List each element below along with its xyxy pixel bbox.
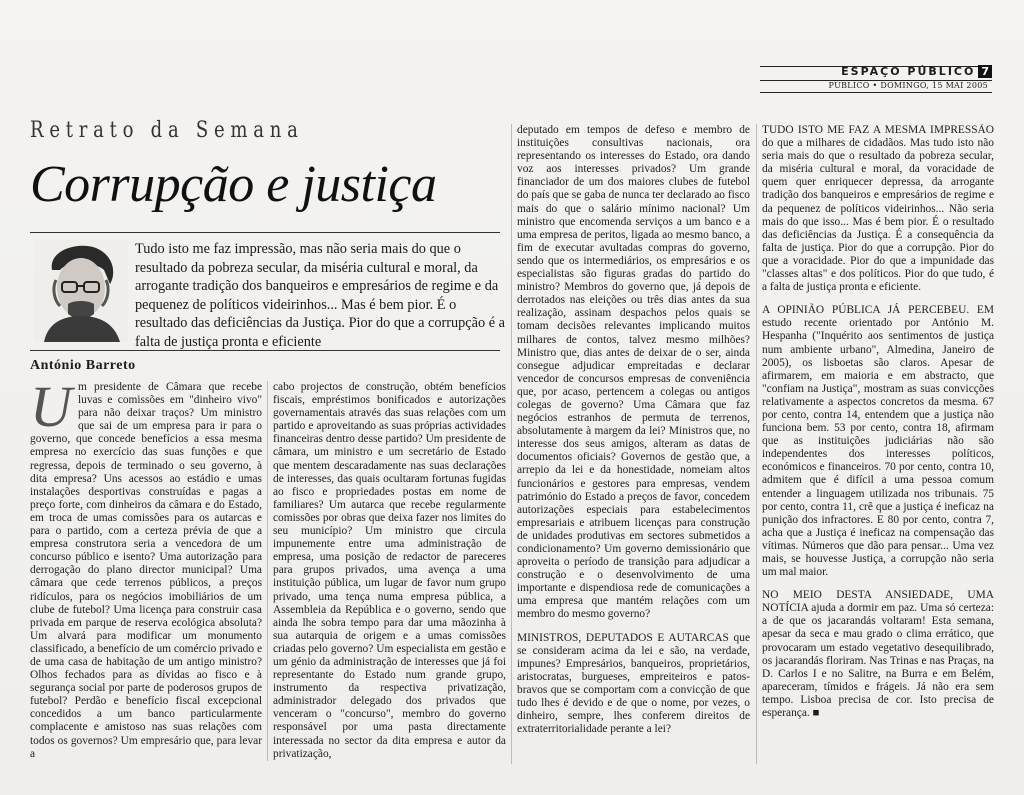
article-column-2 xyxy=(273,381,506,761)
column-rule xyxy=(756,124,757,764)
paragraph: TUDO ISTO ME FAZ A MESMA IMPRESSÃO do que a milhares de cidadãos. Mas tudo isto não seria mais do que o resultado da pobreza secular, da miséria cultural e moral, da voracidade de quem quer enriquecer depressa, da arrogante tradição dos banqueiros e empresários de regime e da pequenez de políticos videirinhos... Não seria mais do que isso... Mas é bem pior. É o resultado das deficiências da Justiça. É a consequência da falta de justiça. Pior do que a corrupção. Pior do que a voracidade. Pior do que a impunidade das "classes altas" e dos políticos. Pior do que tudo, é a falta de justiça pronta e eficiente. xyxy=(762,124,994,294)
article-column-1 xyxy=(30,381,262,761)
header-rule xyxy=(760,92,992,93)
article-lead: Tudo isto me faz impressão, mas não seria mais do que o resultado da pobreza secular, da miséria cultural e moral, da arrogante tradição dos banqueiros e empresários de regime e da pequenez de políticos videirinhos... Mas é bem pior. É o resultado das deficiências da Justiça. Pior do que a corrupção é a falta de justiça pronta e eficiente xyxy=(135,241,505,350)
column-rule xyxy=(511,124,512,764)
article-column-3 xyxy=(517,124,750,764)
divider xyxy=(30,232,500,233)
article-headline: Corrupção e justiça xyxy=(30,156,437,213)
paragraph: MINISTROS, DEPUTADOS E AUTARCAS que se consideram acima da lei e são, na verdade, impunes? Empresários, banqueiros, proprietários, aristocratas, burgueses, empreiteiros e patos-bravos que se comportam com a convicção de que tudo lhes é devido e de que o nome, por vezes, o dinheiro, sempre, lhes conferem direitos de extraterritorialidade perante a lei? xyxy=(517,631,750,736)
author-byline: António Barreto xyxy=(30,358,136,373)
page-number: 7 xyxy=(978,65,992,78)
drop-cap: U xyxy=(30,381,72,439)
publication-date: PÚBLICO • DOMINGO, 15 MAI 2005 xyxy=(828,81,988,90)
paragraph: deputado em tempos de defeso e membro de instituições consultivas nacionais, ora representando os interesses do Estado, ora dando voz aos interesses privados? Um grande financiador de um dos maiores clubes de futebol do país que se gaba de nunca ter declarado ao fisco mais do que o salário mínimo nacional? Um ministro que encomenda serviços a um banco e a uma empresa de peritos, ligada ao mesmo banco, a fim de executar avultadas compras do governo, sendo que os intermediários, os empresários e os especialistas são figuras gradas do partido do ministro? Membros do governo que, já depois de derrotados nas eleições ou três dias antes da sua realização, assinam despachos pelos quais se tomam decisões relevantes implicando muitos milhares de contos, talvez mesmo milhões? Ministro que, dias antes de deixar de o ser, ainda consegue adjudicar empreitadas e declarar vencedor de concursos empresas de conveniência que, por acaso, pertencem a colegas ou antigos colegas de governo? Uma Câmara que faz negócios estranhos de permuta de terrenos, absolutamente à margem da lei? Ministros que, no interesse dos seus amigos, alteram as datas de documentos oficiais? Governos de gestão que, a arrepio da lei e da honestidade, nomeiam altos funcionários e gestores para empresas, vendem património do Estado a preços de favor, concedem autorizações especiais para estabelecimentos empresariais e atribuem licenças para construção de unidades produtivas em sectores submetidos a condicionamento? Um governo demissionário que aproveita o período de transição para adjudicar a construção e o desenvolvimento de uma importante e dispendiosa rede de comunicações a uma empresa que mantém relações com um membro do mesmo governo? xyxy=(517,124,750,621)
column-kicker: Retrato da Semana xyxy=(30,118,304,143)
column-text: m presidente de Câmara que recebe luvas e comissões em "dinheiro vivo" para não deixar traços? Um ministro que sai de um empresa para ir para o governo, que concede benefícios a essa mesma empresa no exercício das suas funções e que regressa, depois de terminado o seu governo, à dita empresa? Uns acessos ao estádio e umas instalações desportivas construídas e pagas a preço forte, com dinheiros da câmara e do Estado, em troca de umas comissões para os autarcas e para o partido, com a certeza prévia de que a empresa construtora seria a vencedora de um concurso público e isento? Uma autorização para derrogação do plano director municipal? Uma câmara que cede terrenos públicos, a preços ridículos, para os negócios imobiliários de um clube de futebol? Uma licença para construir casa privada em parque de reserva ecológica absoluta? Um alvará para modificar um monumento classificado, a benefício de um comércio privado e de uma casa de habitação de um antigo ministro? Olhos fechados para as dívidas ao fisco e à segurança social por parte de poderosos grupos de futebol? Perdão e benefício fiscal excepcional concedidos a um banco particularmente complacente e amistoso nas suas relações com todos os governos? Um empresário que, para levar a xyxy=(30,381,262,760)
paragraph: NO MEIO DESTA ANSIEDADE, UMA NOTÍCIA ajuda a dormir em paz. Uma só certeza: a de que os jacarandás voltaram! Esta semana, apesar da seca e mau grado o clima errático, que provocaram um estado vegetativo desequilibrado, os jacarandás floriram. Nas Trinas e nas Praças, na D. Carlos I e no Salitre, na Burra e em Belém, apareceram, tímidos e frágeis. Já não era sem tempo. Lisboa precisa de cor. Isto precisa de esperança. ■ xyxy=(762,589,994,720)
divider xyxy=(30,350,500,351)
article-column-4 xyxy=(762,124,994,764)
author-portrait xyxy=(34,240,128,342)
column-rule xyxy=(267,381,268,761)
section-title: ESPAÇO PÚBLICO xyxy=(841,65,976,78)
paragraph: A OPINIÃO PÚBLICA JÁ PERCEBEU. EM estudo recente orientado por António M. Hespanha ("Inquérito aos sentimentos de justiça num ambiente urbano", Almedina, Janeiro de 2005), os lisboetas são claros. Apesar de afirmarem, em maioria e em abstracto, que "confiam na Justiça", mostram as suas convicções relativamente a aspectos concretos da mesma. 67 por cento, contra 14, entendem que a justiça não funciona bem. 53 por cento, contra 18, afirmam que as instituições judiciárias não são independentes dos interesses políticos, económicos e financeiros. 70 por cento, contra 10, admitem que é difícil a uma pessoa comum entender a linguagem utilizada nos tribunais. 75 por cento, contra 11, crê que a justiça é ineficaz na punição dos infractores. E 80 por cento, contra 7, acha que a Justiça é ineficaz na compensação das vítimas. Números que dão para pensar... Uma vez mais, se houvesse Justiça, a corrupção não seria um mal maior. xyxy=(762,304,994,579)
section-header xyxy=(760,65,992,78)
column-text: cabo projectos de construção, obtém benefícios fiscais, empréstimos bonificados e autorizações governamentais através das suas relações com um partido e aproveitando as suas próprias actividades financeiras dentro desse partido? Um presidente de câmara, um ministro e um secretário de Estado que mentem descaradamente nas suas declarações de interesses, das quais ocultaram fortunas fugidas ao fisco e propriedades postas em nome de familiares? Um autarca que recebe regularmente comissões por obras que deixa fazer nos limites do seu município? Um ministro que circula impunemente entre uma administração de empresa, uma posição de redactor de pareceres para grupos privados, uma avença a uma instituição pública, um lugar de favor num grupo privado, uma tença numa empresa pública, a Assembleia da República e o governo, sendo que ainda lhe sobra tempo para dar uma mãozinha à sua autarquia de origem e a umas comissões criadas pelo governo? Um especialista em gestão e um génio da administração de interesses que já foi representante do Estado num grande grupo, instrumento da respectiva privatização, administrador delegado dos privados que venceram o "concurso", membro do governo responsável por uma pasta directamente interessada no sector da dita empresa e autor da privatização, xyxy=(273,381,506,760)
